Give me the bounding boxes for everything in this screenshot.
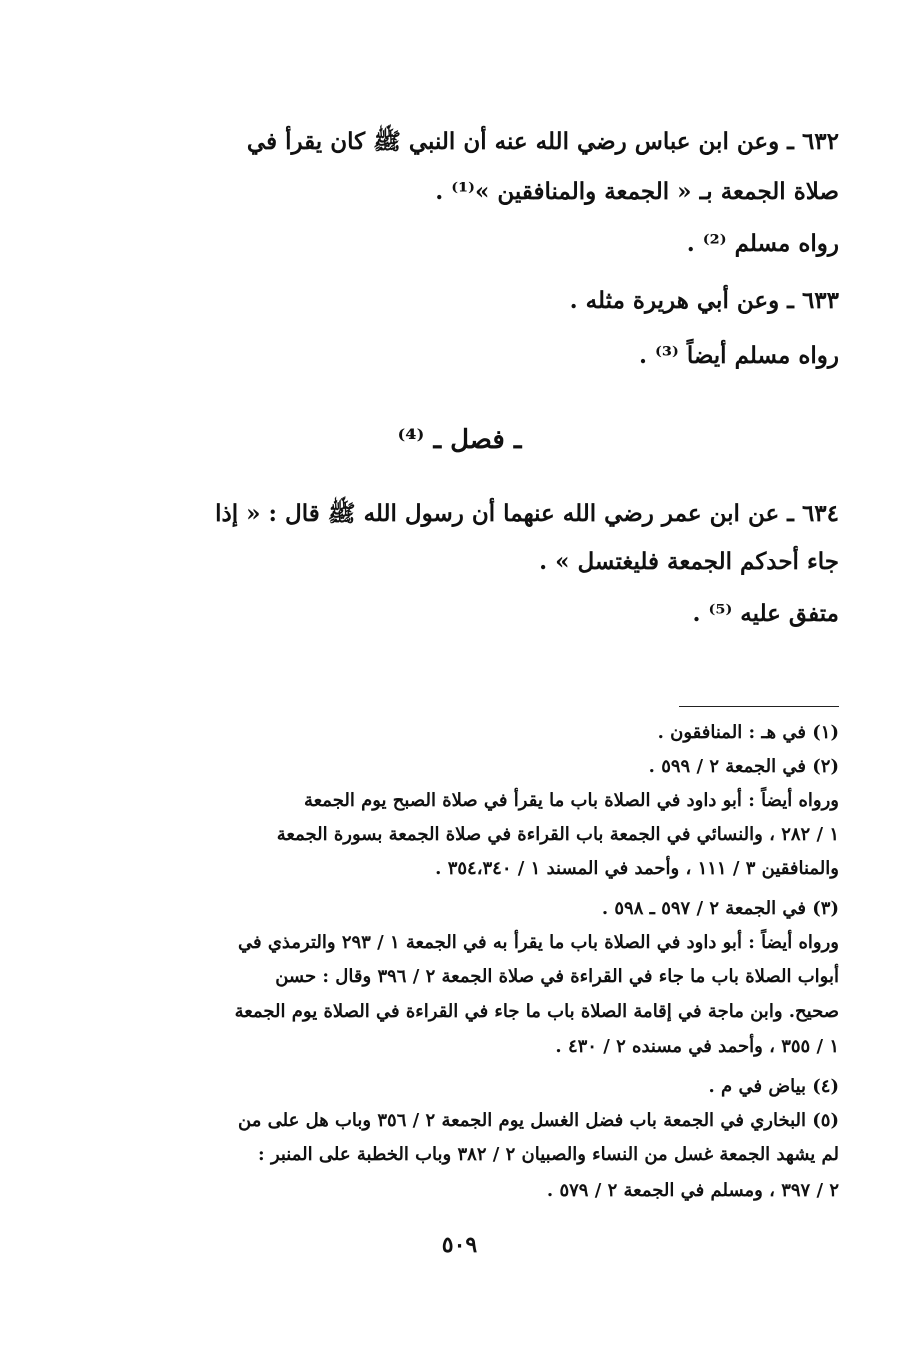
page-number: ٥٠٩ (441, 1232, 478, 1258)
footnote-5-line-3: ٢ / ٣٩٧ ، ومسلم في الجمعة ٢ / ٥٧٩ . (546, 1180, 839, 1201)
footnote-3-line-4: صحيح. وابن ماجة في إقامة الصلاة باب ما جاء في القراءة في الصلاة يوم الجمعة (234, 1001, 839, 1022)
hadith-634-source: متفق عليه ⁽⁵⁾ . (692, 600, 839, 627)
hadith-634-line-2: جاء أحدكم الجمعة فليغتسل » . (539, 548, 839, 575)
footnote-2: (٢) في الجمعة ٢ / ٥٩٩ . (648, 756, 839, 777)
hadith-632-line-1: ٦٣٢ ـ وعن ابن عباس رضي الله عنه أن النبي ﷺ كان يقرأ في (246, 128, 839, 155)
footnote-3-line-5: ١ / ٣٥٥ ، وأحمد في مسنده ٢ / ٤٣٠ . (555, 1036, 839, 1057)
footnote-1: (١) في هـ : المنافقون . (657, 722, 839, 743)
hadith-633-source: رواه مسلم أيضاً ⁽³⁾ . (639, 342, 839, 369)
footnote-2-line-4: والمنافقين ٣ / ١١١ ، وأحمد في المسند ١ / ٣٥٤،٣٤٠ . (435, 858, 839, 879)
footnote-2-line-3: ١ / ٢٨٢ ، والنسائي في الجمعة باب القراءة في صلاة الجمعة بسورة الجمعة (276, 824, 839, 845)
footnote-3-line-2: ورواه أيضاً : أبو داود في الصلاة باب ما يقرأ به في الجمعة ١ / ٢٩٣ والترمذي في (237, 932, 839, 953)
hadith-632-line-2: صلاة الجمعة بـ « الجمعة والمنافقين »⁽¹⁾ . (435, 178, 839, 205)
hadith-634-line-1: ٦٣٤ ـ عن ابن عمر رضي الله عنهما أن رسول الله ﷺ قال : « إذا (215, 500, 839, 527)
footnote-3-line-3: أبواب الصلاة باب ما جاء في القراءة في صلاة الجمعة ٢ / ٣٩٦ وقال : حسن (275, 966, 839, 987)
section-heading: ـ فصل ـ ⁽⁴⁾ (397, 425, 522, 455)
footnote-5-line-2: لم يشهد الجمعة غسل من النساء والصبيان ٢ / ٣٨٢ وباب الخطبة على المنبر : (258, 1144, 839, 1165)
hadith-633: ٦٣٣ ـ وعن أبي هريرة مثله . (569, 287, 839, 314)
footnote-2-line-2: ورواه أيضاً : أبو داود في الصلاة باب ما يقرأ في صلاة الصبح يوم الجمعة (303, 790, 839, 811)
footnote-separator (679, 706, 839, 707)
footnote-5: (٥) البخاري في الجمعة باب فضل الغسل يوم الجمعة ٢ / ٣٥٦ وباب هل على من (238, 1110, 839, 1131)
footnote-4: (٤) بياض في م . (708, 1076, 839, 1097)
hadith-632-source: رواه مسلم ⁽²⁾ . (686, 230, 839, 257)
footnote-3: (٣) في الجمعة ٢ / ٥٩٧ ـ ٥٩٨ . (601, 898, 839, 919)
